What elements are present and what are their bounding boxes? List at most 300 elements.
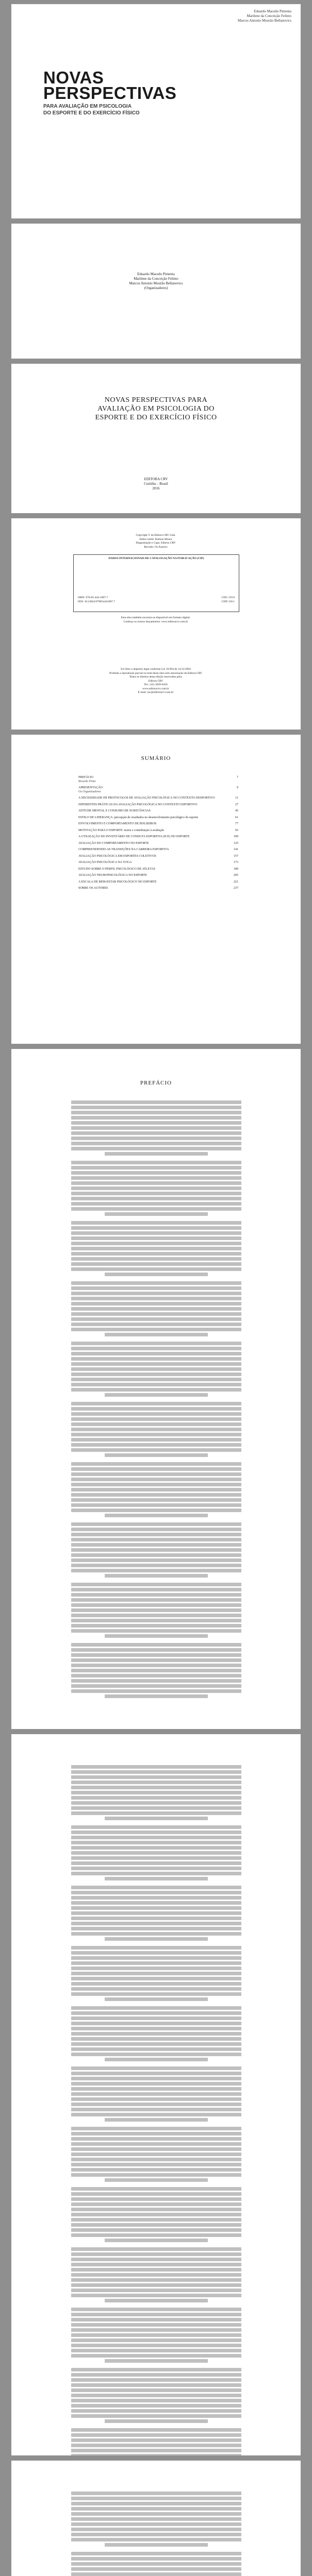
- summary-item-author: Os Organizadores: [78, 790, 101, 793]
- text-line: [71, 1538, 241, 1541]
- legal-line: www.editoracrv.com.br: [142, 687, 169, 690]
- organizer-name: Marilene da Conceição Felinto: [134, 277, 178, 281]
- legal-line: Proibida a reprodução parcial ou total desta obra sem autorização da Editora CRV: [109, 671, 203, 675]
- summary-item-page: 109: [234, 835, 238, 838]
- cover-subtitle-line: PARA AVALIAÇÃO EM PSICOLOGIA: [43, 104, 132, 109]
- text-line: [71, 1765, 241, 1769]
- text-line: [71, 2328, 241, 2332]
- catalog-box: [73, 554, 239, 612]
- text-line: [71, 2032, 241, 2036]
- text-line: [71, 1846, 241, 1850]
- text-line: [71, 1462, 241, 1466]
- summary-item-page: 27: [235, 803, 238, 806]
- text-line: [71, 1528, 241, 1531]
- text-line: [71, 1116, 241, 1120]
- text-line: [71, 1407, 241, 1411]
- text-line: [71, 2289, 241, 2292]
- summary-item-author: Ricardo Pinto: [78, 779, 96, 783]
- text-line: [71, 2082, 241, 2086]
- text-line: [71, 1202, 241, 1206]
- text-line: [71, 2552, 241, 2555]
- text-line: [71, 2158, 241, 2161]
- text-line: [71, 1231, 241, 1235]
- text-line: [71, 2323, 241, 2327]
- text-line: [71, 1614, 241, 1617]
- summary-item-page: 157: [234, 854, 238, 858]
- text-line: [71, 1558, 241, 1562]
- text-line: [71, 2218, 241, 2222]
- text-line: [71, 1569, 241, 1572]
- text-line: [71, 1906, 241, 1910]
- text-line: [105, 2178, 208, 2182]
- text-line: [71, 1100, 241, 1104]
- text-line: [71, 1412, 241, 1416]
- text-line: [71, 1342, 241, 1345]
- summary-item[interactable]: [78, 835, 238, 839]
- summary-item-title: MOTIVAÇÃO PARA O ESPORTE: teoria e contribuição à avaliação: [78, 828, 165, 832]
- summary-item[interactable]: [78, 880, 238, 885]
- summary-heading: SUMÁRIO: [141, 755, 171, 761]
- legal-line: Editora CRV: [148, 679, 163, 683]
- text-line: [71, 1801, 241, 1805]
- text-line: [71, 1932, 241, 1936]
- isbn: ISBN: 978-85-444-1087-7: [78, 596, 108, 599]
- summary-item[interactable]: [78, 848, 238, 852]
- summary-item-page: 189: [234, 867, 238, 871]
- organizer-name: Eduardo Macedo Pimenta: [137, 272, 175, 276]
- launch-notice: Conheça os nossos lançamentos: www.editoracrv.com.br: [123, 620, 188, 623]
- text-line: [71, 1262, 241, 1266]
- text-line: [105, 1333, 208, 1336]
- text-line: [71, 2368, 241, 2371]
- summary-item-page: 221: [234, 880, 238, 884]
- text-line: [71, 1236, 241, 1240]
- text-line: [71, 2127, 241, 2130]
- summary-item-page: 237: [234, 887, 238, 890]
- text-line: [71, 2187, 241, 2191]
- organizers-list: [11, 272, 301, 291]
- text-line: [71, 1509, 241, 1512]
- text-line: [71, 2313, 241, 2316]
- text-line: [71, 1956, 241, 1960]
- summary-item-page: 125: [234, 841, 238, 845]
- text-line: [105, 1453, 208, 1457]
- text-line: [105, 2419, 208, 2423]
- text-line: [71, 1357, 241, 1361]
- cdu: CDU 159.9: [221, 596, 235, 599]
- text-line: [71, 1861, 241, 1865]
- text-line: [71, 1226, 241, 1230]
- summary-item[interactable]: [78, 855, 238, 859]
- text-line: [71, 2213, 241, 2216]
- text-line: [71, 1121, 241, 1125]
- text-line: [105, 1393, 208, 1397]
- book-title-line: AVALIAÇÃO EM PSICOLOGIA DO: [97, 405, 215, 413]
- text-line: [71, 1187, 241, 1190]
- text-line: [71, 1378, 241, 1381]
- text-line: [71, 1166, 241, 1170]
- summary-item[interactable]: [78, 861, 238, 865]
- text-line: [71, 1281, 241, 1285]
- text-line: [71, 2072, 241, 2075]
- book-title: [11, 396, 301, 422]
- text-line: [71, 1317, 241, 1321]
- text-line: [71, 2318, 241, 2321]
- text-line: [71, 2572, 241, 2576]
- publisher-block: [11, 477, 301, 491]
- text-line: [71, 2562, 241, 2566]
- summary-item[interactable]: [78, 803, 238, 807]
- text-line: [71, 2344, 241, 2347]
- text-page-2: [11, 1734, 301, 2455]
- text-line: [71, 1674, 241, 1677]
- text-line: [71, 1402, 241, 1405]
- cover-editor-name: Marilene da Conceição Felinto: [247, 14, 291, 18]
- text-line: [71, 1982, 241, 1986]
- text-line: [71, 2378, 241, 2382]
- text-line: [71, 2087, 241, 2091]
- text-line: [71, 2338, 241, 2342]
- cover-title: [43, 70, 176, 101]
- text-line: [71, 2567, 241, 2571]
- summary-item-page: 61: [235, 816, 238, 819]
- text-line: [71, 1598, 241, 1602]
- text-line: [71, 1867, 241, 1870]
- summary-item[interactable]: [78, 887, 238, 891]
- text-line: [71, 1927, 241, 1930]
- text-line: [71, 2197, 241, 2201]
- text-line: [71, 2168, 241, 2172]
- summary-item-title: A ESCALA DE BEM-ESTAR PSICOLÓGICO NO ESPORTE: [78, 880, 157, 884]
- text-line: [105, 2058, 208, 2061]
- text-line: [71, 2538, 241, 2541]
- text-line: [71, 1593, 241, 1597]
- summary-item[interactable]: [78, 816, 238, 820]
- text-line: [71, 2097, 241, 2101]
- text-line: [71, 1836, 241, 1839]
- text-line: [71, 1961, 241, 1965]
- text-line: [105, 1574, 208, 1578]
- text-line: [71, 1176, 241, 1180]
- text-line: [71, 2428, 241, 2432]
- text-line: [71, 2273, 241, 2277]
- text-line: [71, 2294, 241, 2297]
- summary-item-title: APRESENTAÇÃO: [78, 786, 103, 789]
- text-line: [105, 2359, 208, 2363]
- text-line: [105, 1634, 208, 1638]
- text-line: [71, 1448, 241, 1452]
- text-line: [71, 1367, 241, 1371]
- text-line: [71, 1806, 241, 1810]
- text-line: [105, 1273, 208, 1276]
- text-line: [71, 1987, 241, 1991]
- text-line: [71, 1302, 241, 1306]
- copyright-line: Copyright © da Editora CRV Ltda.: [136, 534, 176, 537]
- text-line: [71, 1181, 241, 1185]
- text-line: [71, 2192, 241, 2196]
- text-line: [71, 2388, 241, 2392]
- title-page: [11, 364, 301, 513]
- summary-item[interactable]: [78, 829, 238, 833]
- text-line: [71, 2444, 241, 2447]
- text-line: [71, 1137, 241, 1140]
- text-line: [71, 1972, 241, 1975]
- text-line: [71, 1106, 241, 1109]
- digital-notice: [73, 616, 238, 624]
- text-line: [105, 1937, 208, 1941]
- text-line: [71, 1946, 241, 1950]
- summary-item-title: DIFERENTES PRÁTICAS DA AVALIAÇÃO PSICOLÓGICA NO CONTEXTO ESPORTIVO: [78, 803, 198, 806]
- text-line: [71, 1221, 241, 1225]
- text-line: [71, 2132, 241, 2136]
- summary-list: [78, 776, 238, 893]
- text-line: [71, 1967, 241, 1970]
- text-line: [71, 1388, 241, 1392]
- text-line: [71, 1841, 241, 1844]
- text-line: [71, 2137, 241, 2141]
- text-line: [71, 2373, 241, 2377]
- text-line: [71, 1207, 241, 1211]
- text-page-3: [11, 2461, 301, 2576]
- publisher-name: EDITORA CRV: [144, 477, 168, 481]
- text-line: [71, 1312, 241, 1316]
- text-line: [71, 1383, 241, 1386]
- cover-subtitle: [43, 103, 198, 116]
- text-line: [71, 1619, 241, 1622]
- summary-item-title: COMPREENDENDO AS TRANSIÇÕES NA CARREIRA ESPORTIVA: [78, 848, 169, 851]
- summary-item-title: ESTUDO SOBRE O PERFIL PSICOLÓGICO DE ATLETAS: [78, 867, 155, 871]
- text-line: [71, 1443, 241, 1447]
- text-line: [71, 2108, 241, 2111]
- text-line: [71, 2502, 241, 2505]
- cover-title-line: PERSPECTIVAS: [43, 83, 177, 103]
- text-line: [105, 2118, 208, 2122]
- summary-item-page: 141: [234, 848, 238, 851]
- text-line: [71, 2223, 241, 2227]
- text-line: [71, 1267, 241, 1271]
- text-line: [71, 2042, 241, 2046]
- text-line: [71, 1543, 241, 1547]
- text-line: [71, 2113, 241, 2116]
- text-line: [105, 2299, 208, 2302]
- text-line: [71, 1992, 241, 1996]
- text-line: [71, 2103, 241, 2106]
- text-line: [71, 2252, 241, 2256]
- text-line: [105, 1694, 208, 1698]
- cover-editors: [238, 9, 291, 23]
- text-line: [71, 2528, 241, 2531]
- summary-page: [11, 735, 301, 1044]
- text-line: [71, 2011, 241, 2015]
- text-line: [71, 1493, 241, 1497]
- book-title-line: NOVAS PERSPECTIVAS PARA: [104, 396, 208, 404]
- summary-item-title: ENVOLVIMENTO E COMPORTAMENTO DE BOLSEIROS: [78, 822, 157, 825]
- summary-item-title: A UTILIZAÇÃO DO INVENTÁRIO DE CONDUTA ESPORTIVA (ICE) NO ESPORTE: [78, 835, 190, 838]
- summary-item-title: AVALIAÇÃO PSICOLÓGICA EM ESPORTES COLETIVOS: [78, 854, 156, 858]
- text-line: [71, 1648, 241, 1652]
- cdd: CDD 158.1: [221, 600, 235, 603]
- cover-title-line: NOVAS: [43, 68, 104, 87]
- cover-subtitle-line: DO ESPORTE E DO EXERCÍCIO FÍSICO: [43, 110, 140, 116]
- text-line: [71, 1901, 241, 1905]
- text-line: [71, 1891, 241, 1894]
- text-line: [71, 2333, 241, 2337]
- text-line: [105, 2239, 208, 2242]
- text-line: [71, 1161, 241, 1164]
- text-line: [71, 1428, 241, 1431]
- text-line: [71, 2142, 241, 2146]
- text-line: [71, 2247, 241, 2251]
- summary-item-page: 173: [234, 861, 238, 864]
- text-line: [105, 2543, 208, 2547]
- text-line: [71, 2512, 241, 2516]
- summary-item-title: ESTILO DE LIDERANÇA: percepção de resultados no desenvolvimento psicológico do esporte: [78, 816, 199, 819]
- summary-item[interactable]: [78, 874, 238, 878]
- summary-item[interactable]: [78, 796, 238, 801]
- text-line: [71, 2268, 241, 2272]
- summary-item-page: 93: [235, 828, 238, 832]
- text-line: [105, 1152, 208, 1156]
- text-line: [71, 2404, 241, 2408]
- copyright-header: [73, 534, 238, 549]
- copyright-page: [11, 518, 301, 730]
- text-line: [71, 1825, 241, 1829]
- cover-editor-name: Eduardo Macedo Pimenta: [254, 9, 291, 13]
- text-line: [105, 1877, 208, 1880]
- publication-year: 2016: [152, 486, 160, 490]
- text-line: [71, 1522, 241, 1526]
- text-line: [71, 2522, 241, 2526]
- summary-item[interactable]: [78, 822, 238, 826]
- text-line: [71, 2533, 241, 2536]
- text-line: [71, 1242, 241, 1245]
- legal-block: [73, 668, 238, 695]
- text-line: [71, 1472, 241, 1476]
- text-line: [71, 1362, 241, 1366]
- text-line: [71, 1498, 241, 1502]
- text-line: [105, 1212, 208, 1216]
- text-line: [71, 2414, 241, 2418]
- legal-line: Foi feito o depósito legal conforme Lei 10.994 de 14/12/2004: [121, 668, 191, 671]
- text-line: [71, 1483, 241, 1486]
- text-line: [71, 1257, 241, 1261]
- text-line: [71, 2006, 241, 2010]
- text-line: [71, 1417, 241, 1421]
- summary-item-page: 9: [237, 786, 238, 789]
- text-line: [71, 2092, 241, 2096]
- text-line: [71, 1297, 241, 1300]
- text-line: [71, 1478, 241, 1481]
- text-line: [71, 1192, 241, 1195]
- text-line: [71, 2557, 241, 2561]
- text-line: [71, 1583, 241, 1586]
- text-line: [71, 1851, 241, 1855]
- text-line: [71, 1658, 241, 1662]
- summary-item-page: 205: [234, 874, 238, 877]
- text-line: [71, 2497, 241, 2500]
- text-line: [71, 2163, 241, 2166]
- doi: DOI: 10.24824/978854441087.7: [78, 600, 115, 603]
- preface-heading: PREFÁCIO: [140, 1080, 172, 1086]
- copyright-line: Editor-chefe: Railson Moura: [139, 537, 172, 541]
- summary-item[interactable]: [78, 776, 238, 784]
- text-line: [71, 2517, 241, 2521]
- text-line: [71, 1679, 241, 1683]
- preface-body: [11, 1100, 301, 1703]
- organizer-role: (Organizadores): [144, 286, 168, 290]
- text-line: [71, 1770, 241, 1774]
- text-line: [71, 2147, 241, 2151]
- cover-editor-name: Marcos Antonio Mourão Bellanovics: [237, 19, 291, 23]
- page-2-body: [11, 1765, 301, 2464]
- summary-item[interactable]: [78, 786, 238, 794]
- text-line: [71, 1553, 241, 1557]
- text-line: [71, 2027, 241, 2030]
- text-line: [71, 2208, 241, 2211]
- text-line: [71, 1977, 241, 1980]
- text-line: [71, 2394, 241, 2397]
- copyright-line: Revisão: Os Autores: [144, 545, 168, 549]
- text-line: [71, 2173, 241, 2177]
- text-line: [71, 1896, 241, 1900]
- catalog-title: DADOS INTERNACIONAIS DE CATALOGAÇÃO NA PUBLICAÇÃO (CIP): [108, 557, 204, 560]
- text-line: [71, 1781, 241, 1784]
- text-line: [71, 1286, 241, 1290]
- text-line: [71, 1624, 241, 1628]
- text-line: [71, 1548, 241, 1552]
- text-line: [71, 2047, 241, 2051]
- text-line: [71, 1689, 241, 1693]
- text-line: [71, 1197, 241, 1200]
- summary-item[interactable]: [78, 809, 238, 814]
- text-line: [71, 2153, 241, 2156]
- cover-page: [11, 4, 301, 218]
- text-line: [71, 1951, 241, 1955]
- text-line: [71, 1292, 241, 1295]
- text-line: [71, 1147, 241, 1150]
- digital-notice-text: Esta obra também encontra-se disponível em formato digital.: [121, 616, 191, 619]
- text-line: [105, 1514, 208, 1517]
- publisher-city: Curitiba – Brasil: [144, 482, 168, 486]
- text-line: [71, 1684, 241, 1688]
- text-line: [71, 2228, 241, 2232]
- text-line: [71, 1328, 241, 1331]
- text-line: [71, 1307, 241, 1311]
- summary-item-title: AVALIAÇÃO NEUROPSICOLÓGICA NO ESPORTE: [78, 874, 147, 877]
- summary-item[interactable]: [78, 842, 238, 846]
- legal-line: Tel.: (41) 3039-6418: [144, 683, 168, 686]
- text-line: [71, 2354, 241, 2358]
- summary-item-title: SOBRE OS AUTORES: [78, 887, 108, 890]
- text-line: [71, 1171, 241, 1175]
- text-line: [71, 1488, 241, 1492]
- text-line: [71, 2037, 241, 2041]
- text-line: [71, 1503, 241, 1507]
- text-line: [71, 1872, 241, 1875]
- text-line: [71, 1422, 241, 1426]
- summary-item-title: PREFÁCIO: [78, 776, 94, 779]
- text-line: [71, 2399, 241, 2402]
- text-line: [71, 1643, 241, 1647]
- text-line: [71, 1791, 241, 1794]
- organizers-page: [11, 224, 301, 359]
- book-title-line: ESPORTE E DO EXERCÍCIO FÍSICO: [95, 414, 217, 421]
- text-line: [71, 1856, 241, 1860]
- text-line: [71, 1111, 241, 1114]
- text-line: [71, 2492, 241, 2495]
- text-line: [71, 1564, 241, 1567]
- summary-item[interactable]: [78, 868, 238, 872]
